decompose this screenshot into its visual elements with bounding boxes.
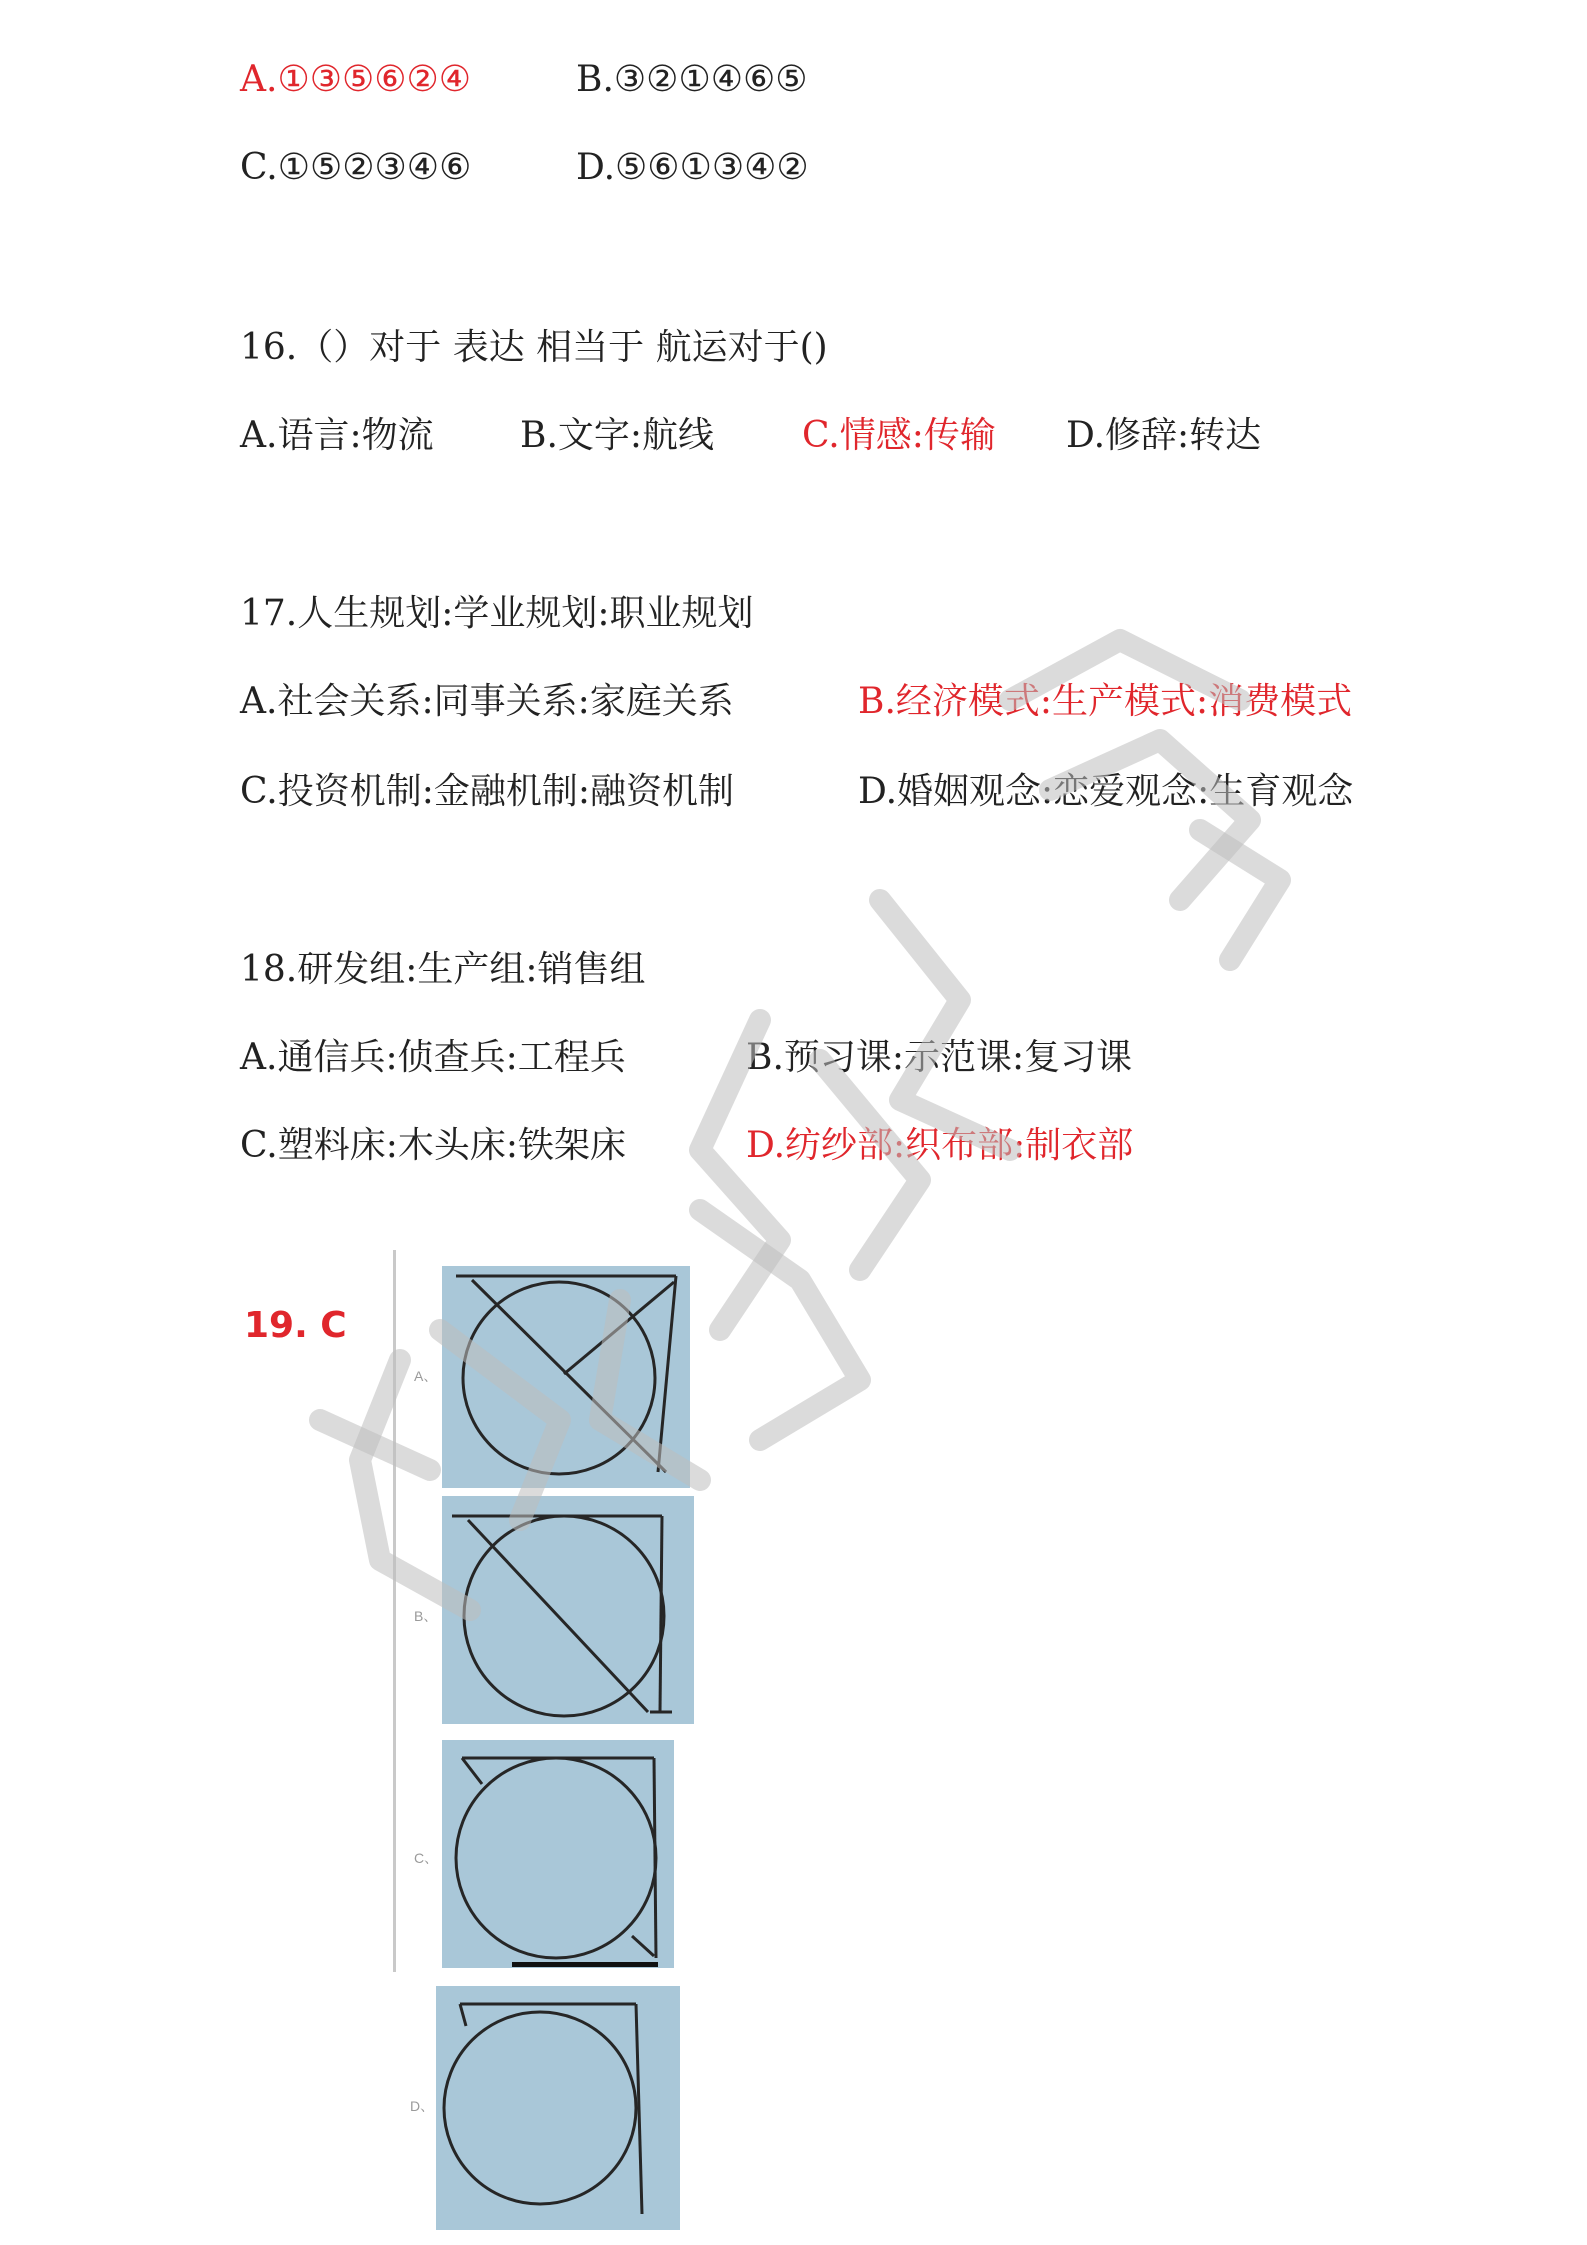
q16-option-d: D.修辞:转达 bbox=[1066, 415, 1262, 456]
q17-option-c: C.投资机制:金融机制:融资机制 bbox=[240, 771, 734, 812]
figure-d-diagram-icon bbox=[436, 1986, 680, 2230]
q18-option-a: A.通信兵:侦查兵:工程兵 bbox=[240, 1037, 626, 1078]
q17-stem: 17.人生规划:学业规划:职业规划 bbox=[240, 593, 754, 634]
underline-bar bbox=[512, 1962, 658, 1967]
q16-option-b: B.文字:航线 bbox=[520, 415, 715, 456]
figure-b-label: B、 bbox=[414, 1608, 438, 1624]
figure-b bbox=[442, 1496, 694, 1724]
figure-b-diagram-icon bbox=[442, 1496, 694, 1724]
q18-option-c: C.塑料床:木头床:铁架床 bbox=[240, 1125, 626, 1166]
figure-a-label: A、 bbox=[414, 1368, 438, 1384]
q19-answer: 19. C bbox=[244, 1305, 347, 1346]
figure-d bbox=[436, 1986, 680, 2230]
figure-d-label: D、 bbox=[410, 2098, 435, 2114]
figure-c-diagram-icon bbox=[442, 1740, 674, 1968]
q17-option-a: A.社会关系:同事关系:家庭关系 bbox=[240, 681, 734, 722]
page-divider bbox=[393, 1250, 396, 1972]
q16-stem: 16.（）对于 表达 相当于 航运对于() bbox=[240, 327, 828, 368]
q18-option-d: D.纺纱部:织布部:制衣部 bbox=[746, 1125, 1134, 1166]
figure-c bbox=[442, 1740, 674, 1968]
q17-option-b: B.经济模式:生产模式:消费模式 bbox=[858, 681, 1353, 722]
q17-option-d: D.婚姻观念:恋爱观念:生育观念 bbox=[858, 771, 1354, 812]
figure-c-label: C、 bbox=[414, 1850, 439, 1866]
figure-a-diagram-icon bbox=[442, 1266, 690, 1488]
q15-option-d: D.⑤⑥①③④② bbox=[576, 147, 809, 188]
q15-option-a: A.①③⑤⑥②④ bbox=[240, 59, 472, 100]
q15-option-c: C.①⑤②③④⑥ bbox=[240, 147, 472, 188]
figure-a bbox=[442, 1266, 690, 1488]
q18-stem: 18.研发组:生产组:销售组 bbox=[240, 949, 646, 990]
q16-option-c: C.情感:传输 bbox=[802, 415, 996, 456]
q18-option-b: B.预习课:示范课:复习课 bbox=[746, 1037, 1133, 1078]
q16-option-a: A.语言:物流 bbox=[240, 415, 434, 456]
q15-option-b: B.③②①④⑥⑤ bbox=[576, 59, 808, 100]
